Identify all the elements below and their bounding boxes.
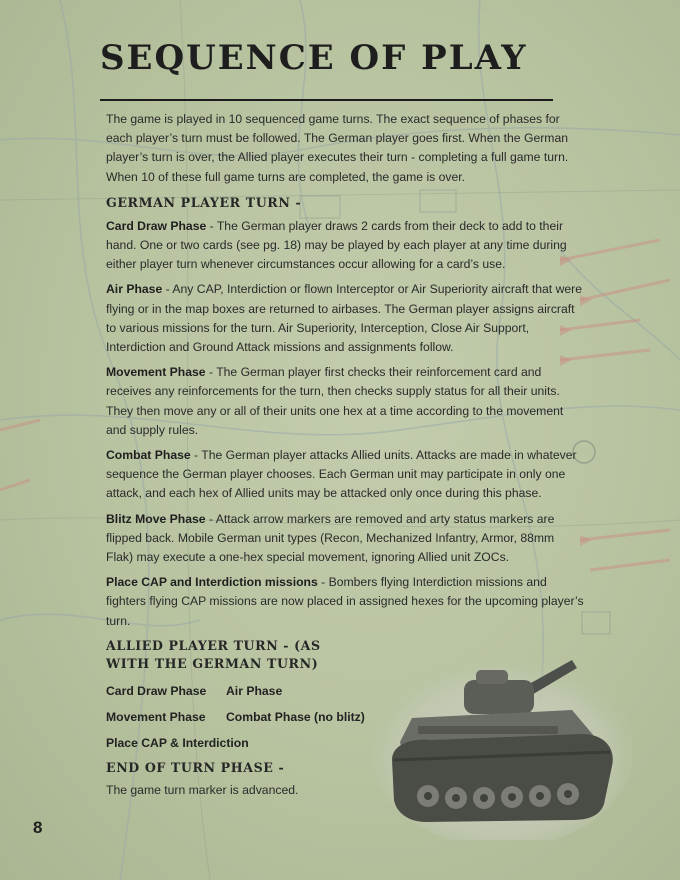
phase-text: - Attack arrow markers are removed and arty status markers are flipped back. Mobile German unit types (Recon, Mechanized Infantry, Armor, 88mm Flak) may execute a one-hex special movement, ignoring Allied unit ZOCs. [106, 511, 555, 565]
end-turn-heading: END OF TURN PHASE - [106, 759, 285, 775]
allied-phase-air: Air Phase [226, 683, 283, 698]
page-number: 8 [33, 818, 43, 837]
rules-content [106, 110, 584, 800]
phase-term: Blitz Move Phase [106, 511, 206, 526]
phase-term: Movement Phase [106, 365, 206, 380]
allied-phase-movement: Movement Phase [106, 709, 206, 724]
allied-phase-place-cap: Place CAP & Interdiction [106, 735, 249, 750]
phase-term: Card Draw Phase [106, 218, 207, 233]
movement-phase-paragraph [106, 363, 584, 440]
phase-text: - The German player first checks their reinforcement card and receives any reinforcements for the turn, then checks supply status for all their units. They then move any or all of their units one hex at a time according to the movement and supply rules. [106, 365, 564, 437]
phase-term: Place CAP and Interdiction missions [106, 575, 318, 590]
combat-phase-paragraph [106, 446, 584, 504]
allied-phase-combat: Combat Phase (no blitz) [226, 709, 365, 724]
page-title: SEQUENCE OF PLAY [100, 38, 528, 78]
allied-phase-row [106, 708, 584, 727]
title-divider [100, 99, 553, 101]
allied-phase-card-draw: Card Draw Phase [106, 683, 207, 698]
allied-phase-row [106, 682, 584, 701]
german-turn-heading: GERMAN PLAYER TURN - [106, 194, 302, 210]
air-phase-paragraph [106, 280, 584, 357]
blitz-move-phase-paragraph [106, 510, 584, 568]
phase-text: - The German player draws 2 cards from their deck to add to their hand. One or two cards (see pg. 18) may be played by each player at any time during either player turn whenever circumstances occur allowing for a card’s use. [106, 218, 567, 272]
phase-term: Combat Phase [106, 448, 191, 463]
allied-turn-heading: ALLIED PLAYER TURN - (AS WITH THE GERMAN TURN) [106, 637, 321, 671]
phase-term: Air Phase [106, 282, 163, 297]
end-turn-text: The game turn marker is advanced. [106, 782, 299, 797]
phase-text: - Any CAP, Interdiction or flown Interceptor or Air Superiority aircraft that were flying or in the map boxes are returned to airbases. The German player assigns aircraft to various missions for the turn. Air Superiority, Interception, Close Air Support, Interdiction and Ground Attack missions and assignments follow. [106, 282, 582, 355]
place-cap-paragraph [106, 573, 584, 631]
phase-text: - Bombers flying Interdiction missions and fighters flying CAP missions are now placed in assigned hexes for the upcoming player’s turn. [106, 575, 584, 628]
intro-paragraph: The game is played in 10 sequenced game turns. The exact sequence of phases for each player’s turn must be followed. The German player goes first. When the German player’s turn is over, the Allied player executes their turn - completing a full game turn. When 10 of these full game turns are completed, the game is over. [106, 112, 569, 184]
phase-text: - The German player attacks Allied units. Attacks are made in whatever sequence the German player chooses. Each German unit may participate in only one attack, and each hex of Allied units may be attacked only once during this phase. [106, 448, 577, 501]
card-draw-phase-paragraph [106, 217, 584, 275]
